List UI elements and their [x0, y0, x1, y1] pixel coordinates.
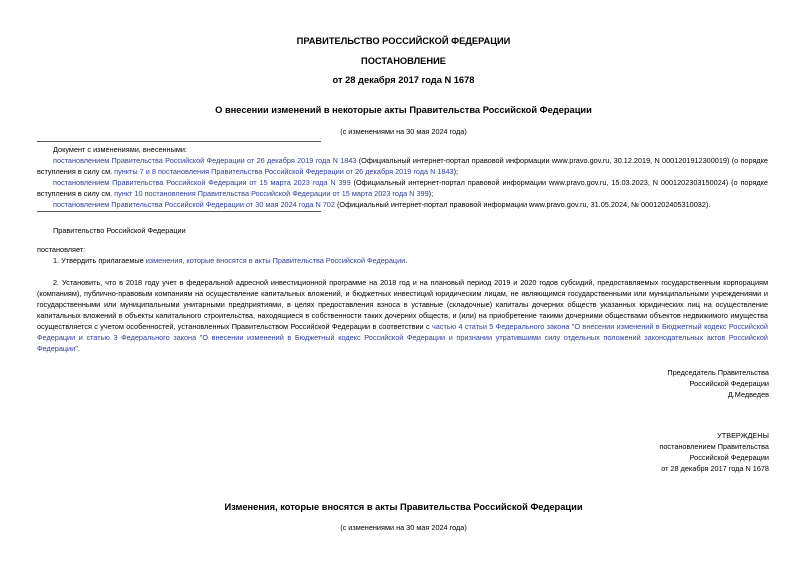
change-text-2019: (Официальный интернет-портал правовой информации www.pravo.gov.ru, 30.12.2019, N 0001201912300019) (о порядке вступления в силу см. — [37, 156, 768, 176]
changes-block — [37, 144, 768, 210]
header-date-number: от 28 декабря 2017 года N 1678 — [332, 75, 475, 85]
change-link-2023[interactable]: постановлением Правительства Российской Федерации от 15 марта 2023 года N 399 — [53, 178, 351, 187]
p2-text: 2. Установить, что в 2018 году учет в федеральной адресной инвестиционной программе на 2018 год и на плановый период 2019 и 2020 годов субсидий, предоставляемых государственным корпорациям (компаниям), публично-правовым компаниям на осуществление капитальных вложений, и бюджетных инвестиций юридическим лицам, не являющимся государственными или муниципальными учреждениями и государственными или муниципальными унитарными предприятиями, в целях предоставления взноса в уставные (складочные) капиталы дочерних обществ указанных юридических лиц на осуществление капитальных вложений в объекты капитального строительства, находящиеся в собственности таких дочерних обществ, и (или) на приобретение такими дочерними обществами объектов недвижимого имущества осуществляется с учетом особенностей, установленных Правительством Российской Федерации в соответствии с — [37, 278, 768, 331]
approved-line-4: от 28 декабря 2017 года N 1678 — [661, 464, 769, 473]
change-text-2023: (Официальный интернет-портал правовой информации www.pravo.gov.ru, 15.03.2023, N 0001202303150024) (о порядке вступления в силу см. — [37, 178, 768, 198]
approved-line-2: постановлением Правительства — [659, 442, 769, 451]
p2-link[interactable]: частью 4 статьи 5 Федерального закона "О внесении изменений в Бюджетный кодекс Российской Федерации и статью 3 Федерального закона "О внесении изменений в Бюджетный кодекс Российской Федерации и признании утратившими силу отдельных положений законодательных актов Российской Федерации" — [37, 322, 768, 353]
decrees: постановляет: — [37, 245, 86, 254]
paragraph-1 — [37, 255, 768, 266]
changes-item-2 — [37, 177, 768, 199]
p2-end: . — [77, 344, 80, 353]
change-link-2024[interactable]: постановлением Правительства Российской Федерации от 30 мая 2024 года N 702 — [53, 200, 335, 209]
document-edition: (с изменениями на 30 мая 2024 года) — [340, 127, 467, 136]
annex-edition: (с изменениями на 30 мая 2024 года) — [340, 523, 467, 532]
approved-block — [659, 430, 769, 474]
approved-line-1: УТВЕРЖДЕНЫ — [717, 431, 769, 440]
changes-bottom-rule — [37, 211, 321, 212]
signature-line-2: Российской Федерации — [689, 379, 769, 388]
signature-name: Д.Медведев — [727, 390, 769, 399]
paragraph-2 — [37, 277, 768, 354]
p1-link[interactable]: изменения, которые вносятся в акты Правительства Российской Федерации — [145, 256, 406, 265]
change-link-2019-entry[interactable]: пункты 7 и 8 постановления Правительства Российской Федерации от 26 декабря 2019 года N 1843 — [114, 167, 454, 176]
signature-line-1: Председатель Правительства — [667, 368, 769, 377]
p1-text: 1. Утвердить прилагаемые — [53, 256, 146, 265]
change-end-2023: ); — [428, 189, 434, 198]
change-link-2023-entry[interactable]: пункт 10 постановления Правительства Российской Федерации от 15 марта 2023 года N 399 — [114, 189, 429, 198]
signature — [667, 367, 769, 400]
approved-line-3: Российской Федерации — [689, 453, 769, 462]
changes-item-1 — [37, 155, 768, 177]
changes-item-3 — [37, 199, 768, 210]
document-title: О внесении изменений в некоторые акты Правительства Российской Федерации — [215, 105, 592, 115]
changes-intro: Документ с изменениями, внесенными: — [53, 145, 187, 154]
change-text-2024: (Официальный интернет-портал правовой информации www.pravo.gov.ru, 31.05.2024, № 0001202405310032). — [334, 200, 711, 209]
annex-title: Изменения, которые вносятся в акты Правительства Российской Федерации — [224, 502, 583, 512]
issuer: Правительство Российской Федерации — [53, 226, 186, 235]
header-org: ПРАВИТЕЛЬСТВО РОССИЙСКОЙ ФЕДЕРАЦИИ — [296, 36, 511, 46]
changes-top-rule — [37, 141, 321, 142]
p1-end: . — [405, 256, 408, 265]
change-link-2019[interactable]: постановлением Правительства Российской Федерации от 26 декабря 2019 года N 1843 — [53, 156, 357, 165]
header-doc-type: ПОСТАНОВЛЕНИЕ — [361, 56, 446, 66]
change-end-2019: ); — [453, 167, 459, 176]
